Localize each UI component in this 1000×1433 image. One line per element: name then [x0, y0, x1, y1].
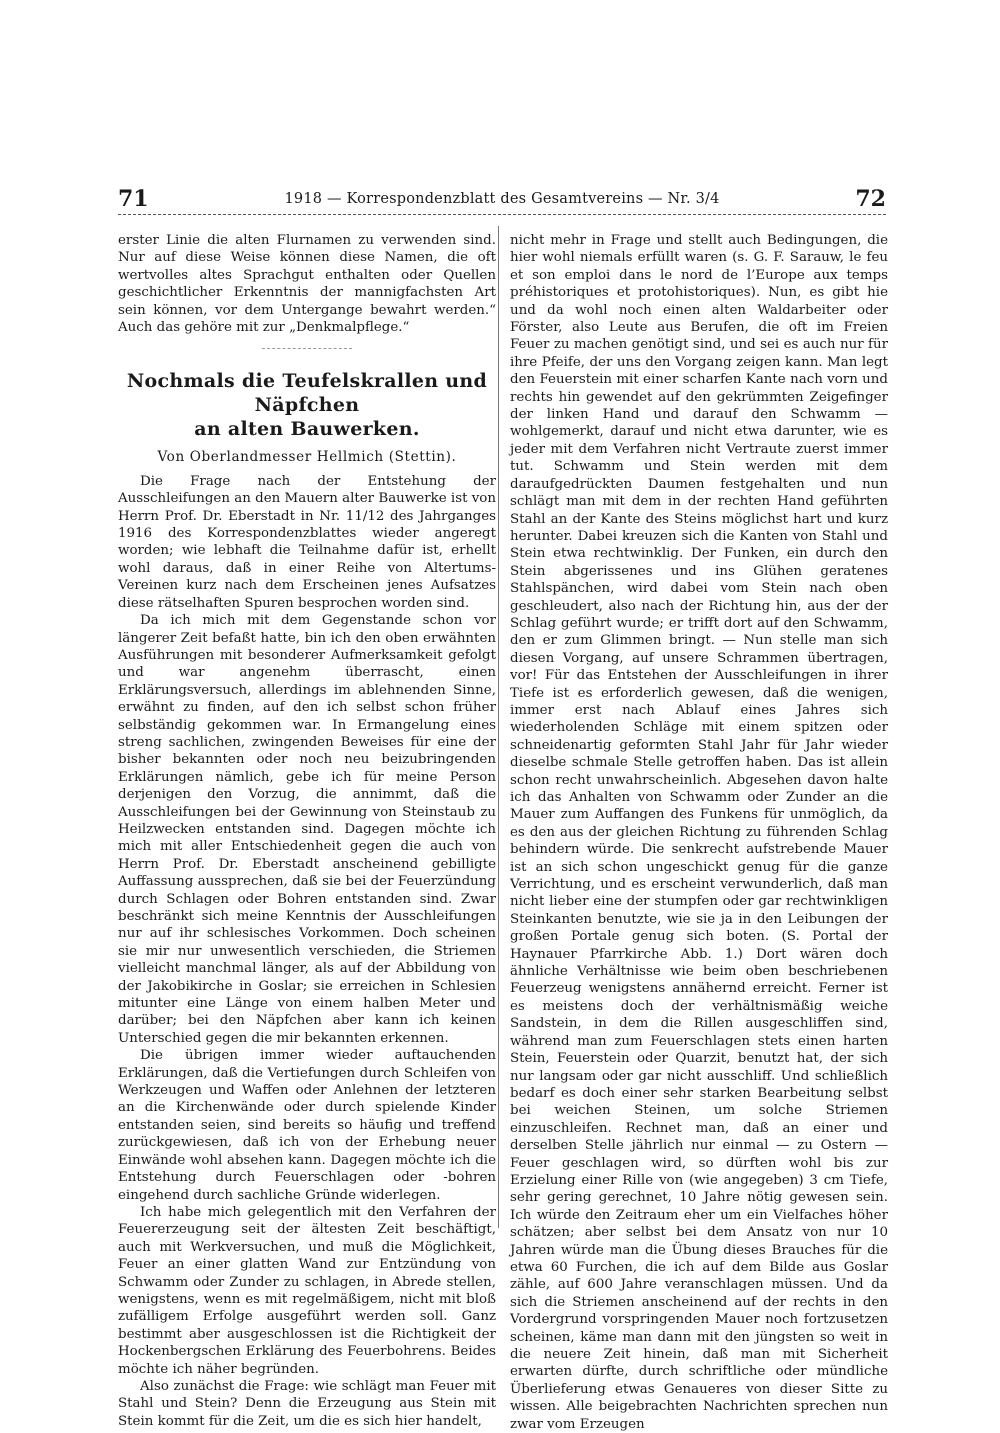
- running-head-title: 1918 — Korrespondenzblatt des Gesamtvereins — Nr. 3/4: [284, 191, 720, 207]
- page-number-right: 72: [855, 186, 886, 212]
- article-title: [118, 369, 496, 441]
- paragraph: Da ich mich mit dem Gegenstande schon vor längerer Zeit befaßt hatte, bin ich den oben erwähnten Ausführungen mit besonderer Aufmerksamkeit gefolgt und war angenehm überrascht, einen Erklärungsversuch, allerdings im ablehnenden Sinne, erwähnt zu finden, auf den ich selbst schon früher selbständig gekommen war. In Ermangelung eines streng sachlichen, zwingenden Beweises für eine der bisher bekannten oder noch neu beizubringenden Erklärungen nämlich, gebe ich für meine Person derjenigen den Vorzug, die annimmt, daß die Ausschleifungen bei der Gewinnung von Steinstaub zu Heilzwecken entstanden sind. Dagegen möchte ich mich mit aller Entschiedenheit gegen die auch von Herrn Prof. Dr. Eberstadt anscheinend gebilligte Auffassung aussprechen, daß sie bei der Feuerzündung durch Schlagen oder Bohren entstanden sind. Zwar beschränkt sich meine Kenntnis der Ausschleifungen nur auf ihr schlesisches Vorkommen. Doch scheinen sie mir nur unwesentlich verschieden, die Striemen vielleicht manchmal länger, als auf der Abbildung von der Jakobikirche in Goslar; sie erreichen in Schlesien mitunter eine Länge von einem halben Meter und darüber; bei den Näpfchen aber kann ich keinen Unterschied gegen die mir bekannten erkennen.: [118, 613, 496, 1046]
- paragraph: Ich habe mich gelegentlich mit den Verfahren der Feuererzeugung seit der ältesten Zeit beschäftigt, auch mit Werkversuchen, und muß die Möglichkeit, Feuer an einer glatten Wand zur Entzündung von Schwamm oder Zunder zu schlagen, in Abrede stellen, wenigstens, wenn es mit regelmäßigem, nicht mit bloß zufälligem Erfolge ausgeführt werden soll. Ganz bestimmt aber ausgeschlossen ist die Richtigkeit der Hockenbergschen Erklärung des Feuerbohrens. Beides möchte ich näher begründen.: [118, 1204, 496, 1377]
- article-title-line-1: Nochmals die Teufelskrallen und Näpfchen: [126, 370, 488, 417]
- article-byline: Von Oberlandmesser Hellmich (Stettin).: [157, 449, 457, 466]
- right-column: [510, 232, 888, 1433]
- paragraph-continued: erster Linie die alten Flurnamen zu verwenden sind. Nur auf diese Weise können diese Namen, die oft wertvolles altes Sprachgut enthalten oder Quellen geschichtlicher Erkenntnis der mannigfachsten Art sein können, vor dem Untergange bewahrt werden.“ Auch das gehöre mit zur „Denkmalpflege.“: [118, 233, 496, 336]
- running-header: [118, 186, 886, 216]
- column-divider: [498, 226, 499, 1228]
- page-number-left: 71: [118, 186, 149, 212]
- section-separator: [262, 348, 352, 349]
- header-rule: [118, 214, 886, 215]
- paragraph: Die übrigen immer wieder auftauchenden Erklärungen, daß die Vertiefungen durch Schleifen von Werkzeugen und Waffen oder Anlehnen der letzteren an die Kirchenwände oder durch spielende Kinder entstanden seien, sind bereits so häufig und treffend zurückgewiesen, daß ich von der Erhebung neuer Einwände wohl absehen kann. Dagegen möchte ich die Entstehung durch Feuerschlagen oder -bohren eingehend durch sachliche Gründe widerlegen.: [118, 1048, 496, 1203]
- paragraph: Die Frage nach der Entstehung der Ausschleifungen an den Mauern alter Bauwerke ist von Herrn Prof. Dr. Eberstadt in Nr. 11/12 des Jahrganges 1916 des Korrespondenzblattes wieder angeregt worden; wie lebhaft die Teilnahme dafür ist, erhellt wohl daraus, daß in einer Reihe von Altertums-Vereinen kurz nach dem Erscheinen jenes Aufsatzes diese rätselhaften Spuren besprochen worden sind.: [118, 473, 496, 611]
- left-column: [118, 232, 496, 1430]
- article-title-line-2: an alten Bauwerken.: [194, 418, 420, 441]
- paragraph-continued: nicht mehr in Frage und stellt auch Bedingungen, die hier wohl niemals erfüllt waren (s. G. F. Sarauw, le feu et son emploi dans le nord de l’Europe aux temps préhistoriques et protohistoriques). Nun, es gibt hie und da wohl noch einen alten Waldarbeiter oder Förster, also Leute aus Berufen, die oft im Freien Feuer zu machen genötigt sind, und sei es auch nur für ihre Pfeife, der uns den Vorgang zeigen kann. Man legt den Feuerstein mit einer scharfen Kante nach vorn und rechts hin gewendet auf den gekrümmten Zeigefinger der linken Hand und darauf den Schwamm — wohlgemerkt, darauf und nicht etwa darunter, wie es jeder mit dem Verfahren nicht Vertraute zuerst immer tut. Schwamm und Stein werden mit dem daraufgedrückten Daumen festgehalten und nun schlägt man mit dem in der rechten Hand geführten Stahl an der Kante des Steins möglichst hart und kurz herunter. Dabei kreuzen sich die Kanten von Stahl und Stein etwa rechtwinklig. Der Funken, ein durch den Stein abgerissenes und ins Glühen geratenes Stahlspänchen, wird dabei vom Stein nach oben geschleudert, also nach der Richtung hin, aus der der Schlag geführt wurde; er trifft dort auf den Schwamm, den er zum Glimmen bringt. — Nun stelle man sich diesen Vorgang, auf unsere Schrammen übertragen, vor! Für das Entstehen der Ausschleifungen in ihrer Tiefe ist es erforderlich gewesen, daß die wenigen, immer erst nach Ablauf eines Jahres sich wiederholenden Schläge mit einem spitzen oder schneidenartig geformten Stahl Jahr für Jahr wieder dieselbe schmale Stelle getroffen haben. Das ist allein schon recht unwahrscheinlich. Abgesehen davon halte ich das Anhalten von Schwamm oder Zunder an die Mauer zum Auffangen des Funkens für unmöglich, da es den aus der gleichen Richtung zu führenden Schlag behindern würde. Die senkrecht aufstrebende Mauer ist an sich schon ungeschickt genug für die ganze Verrichtung, und es erscheint verwunderlich, daß man nicht lieber eine der stumpfen oder gar rechtwinkligen Steinkanten benutzte, wie sie ja in den Leibungen der großen Portale genug sich boten. (S. Portal der Haynauer Pfarrkirche Abb. 1.) Dort wären doch ähnliche Verhältnisse wie beim oben beschriebenen Feuerzeug wenigstens annähernd erreicht. Ferner ist es meistens doch der verhältnismäßig weiche Sandstein, in dem die Rillen ausgeschliffen sind, während man zum Feuerschlagen stets einen harten Stein, Feuerstein oder Quarzit, benutzt hat, der sich nur langsam oder gar nicht ausschliff. Und schließlich bedarf es doch einer sehr starken Bearbeitung selbst bei weichen Steinen, um solche Striemen einzuschleifen. Rechnet man, daß an einer und derselben Stelle jährlich nur einmal — zu Ostern — Feuer geschlagen wird, so dürften wohl bis zur Erzielung einer Rille von (wie angegeben) 3 cm Tiefe, sehr gering gerechnet, 10 Jahre nötig gewesen sein. Ich würde den Zeitraum eher um ein Vielfaches höher schätzen; aber selbst bei dem Ansatz von nur 10 Jahren würde man die Übung dieses Brauches für die etwa 60 Furchen, die ich auf dem Bilde aus Goslar zähle, auf 600 Jahre veranschlagen müssen. Und da sich die Striemen anscheinend auf der rechts in den Vordergrund vorspringenden Mauer noch fortzusetzen scheinen, käme man dann mit den jüngsten so weit in die neuere Zeit hinein, daß man mit Sicherheit erwarten dürfte, durch schriftliche oder mündliche Überlieferung etwas Genaueres von dieser Sitte zu wissen. Alle beigebrachten Nachrichten sprechen nun zwar vom Erzeugen: [510, 233, 888, 1432]
- paragraph: Also zunächst die Frage: wie schlägt man Feuer mit Stahl und Stein? Denn die Erzeugung aus Stein mit Stein kommt für die Zeit, um die es sich hier handelt,: [118, 1378, 496, 1429]
